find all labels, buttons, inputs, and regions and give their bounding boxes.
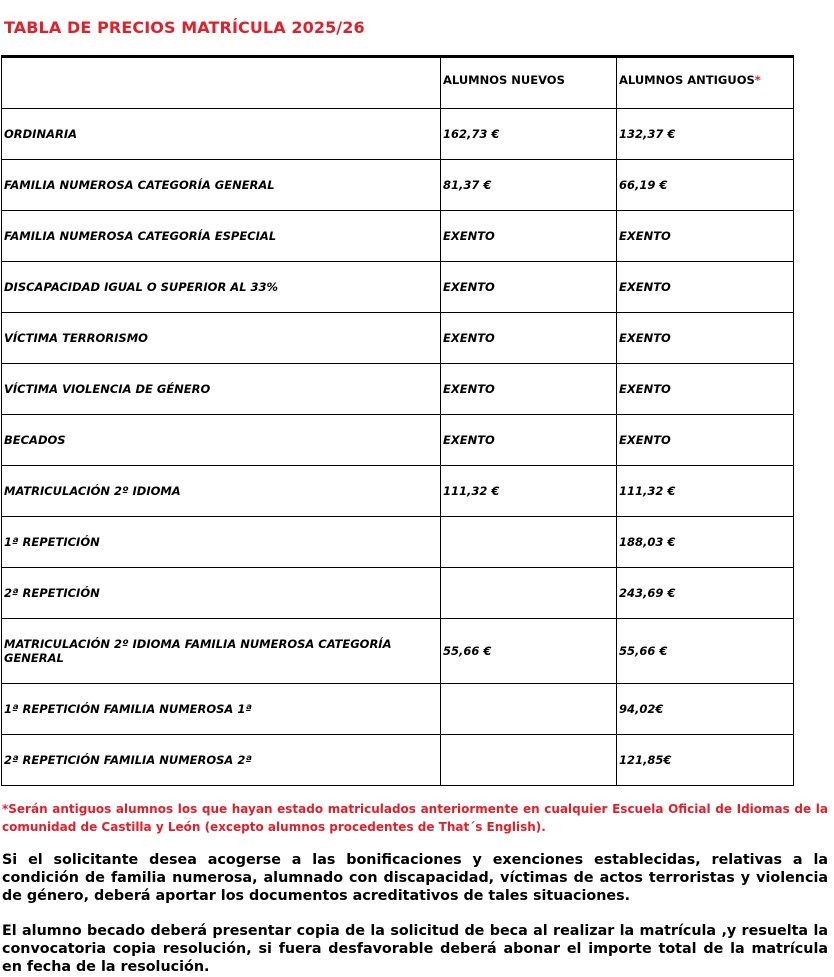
table-row: [2, 415, 794, 466]
header-label: ALUMNOS ANTIGUOS: [619, 73, 755, 87]
row-new-price: [441, 684, 617, 735]
row-concept: VÍCTIMA TERRORISMO: [2, 313, 441, 364]
prices-table: [1, 55, 794, 786]
table-row: [2, 211, 794, 262]
row-former-price: EXENTO: [617, 364, 794, 415]
table-row: [2, 364, 794, 415]
row-former-price: EXENTO: [617, 211, 794, 262]
row-concept: ORDINARIA: [2, 109, 441, 160]
footnote-former-students: *Serán antiguos alumnos los que hayan estado matriculados anteriormente en cualquier Escuela Oficial de Idiomas de la comunidad de Castilla y León (excepto alumnos procedentes de That´s English).: [2, 802, 828, 834]
header-cell-concept: [2, 57, 441, 109]
table-row: [2, 684, 794, 735]
row-former-price: 188,03 €: [617, 517, 794, 568]
header-cell-new-students: ALUMNOS NUEVOS: [441, 57, 617, 109]
row-former-price: EXENTO: [617, 262, 794, 313]
row-concept: BECADOS: [2, 415, 441, 466]
row-concept: VÍCTIMA VIOLENCIA DE GÉNERO: [2, 364, 441, 415]
row-concept: FAMILIA NUMEROSA CATEGORÍA GENERAL: [2, 160, 441, 211]
table-row: [2, 568, 794, 619]
header-cell-former-students: [617, 57, 794, 109]
table-row: [2, 466, 794, 517]
row-former-price: 55,66 €: [617, 619, 794, 684]
row-former-price: 66,19 €: [617, 160, 794, 211]
table-header-row: [2, 57, 794, 109]
row-former-price: 121,85€: [617, 735, 794, 786]
table-row: [2, 160, 794, 211]
row-new-price: [441, 735, 617, 786]
page-title: TABLA DE PRECIOS MATRÍCULA 2025/26: [4, 18, 365, 37]
table-row: [2, 619, 794, 684]
row-concept: 1ª REPETICIÓN: [2, 517, 441, 568]
row-new-price: 55,66 €: [441, 619, 617, 684]
row-new-price: 81,37 €: [441, 160, 617, 211]
row-former-price: 132,37 €: [617, 109, 794, 160]
row-concept: DISCAPACIDAD IGUAL O SUPERIOR AL 33%: [2, 262, 441, 313]
row-new-price: [441, 568, 617, 619]
table-row: [2, 109, 794, 160]
row-concept: FAMILIA NUMEROSA CATEGORÍA ESPECIAL: [2, 211, 441, 262]
row-former-price: EXENTO: [617, 313, 794, 364]
row-new-price: EXENTO: [441, 211, 617, 262]
paragraph-scholarship: El alumno becado deberá presentar copia de la solicitud de beca al realizar la matrícula ,y resuelta la convocatoria copia resolución, si fuera desfavorable deberá abonar el importe total de la matrícula en fecha de la resolución.: [2, 923, 828, 975]
row-new-price: [441, 517, 617, 568]
row-concept: 2ª REPETICIÓN FAMILIA NUMEROSA 2ª: [2, 735, 441, 786]
paragraph-discounts: Si el solicitante desea acogerse a las bonificaciones y exenciones establecidas, relativas a la condición de familia numerosa, alumnado con discapacidad, víctimas de actos terroristas y violencia de género, deberá aportar los documentos acreditativos de tales situaciones.: [2, 852, 828, 904]
row-concept: MATRICULACIÓN 2º IDIOMA: [2, 466, 441, 517]
row-former-price: 243,69 €: [617, 568, 794, 619]
table-row: [2, 517, 794, 568]
table-row: [2, 262, 794, 313]
row-concept: MATRICULACIÓN 2º IDIOMA FAMILIA NUMEROSA CATEGORÍA GENERAL: [2, 619, 441, 684]
asterisk-mark: *: [754, 73, 761, 87]
table-row: [2, 735, 794, 786]
table-row: [2, 313, 794, 364]
row-new-price: 111,32 €: [441, 466, 617, 517]
row-former-price: EXENTO: [617, 415, 794, 466]
row-new-price: EXENTO: [441, 415, 617, 466]
row-new-price: EXENTO: [441, 364, 617, 415]
row-concept: 1ª REPETICIÓN FAMILIA NUMEROSA 1ª: [2, 684, 441, 735]
row-new-price: EXENTO: [441, 262, 617, 313]
row-new-price: EXENTO: [441, 313, 617, 364]
row-concept: 2ª REPETICIÓN: [2, 568, 441, 619]
row-new-price: 162,73 €: [441, 109, 617, 160]
row-former-price: 111,32 €: [617, 466, 794, 517]
row-former-price: 94,02€: [617, 684, 794, 735]
